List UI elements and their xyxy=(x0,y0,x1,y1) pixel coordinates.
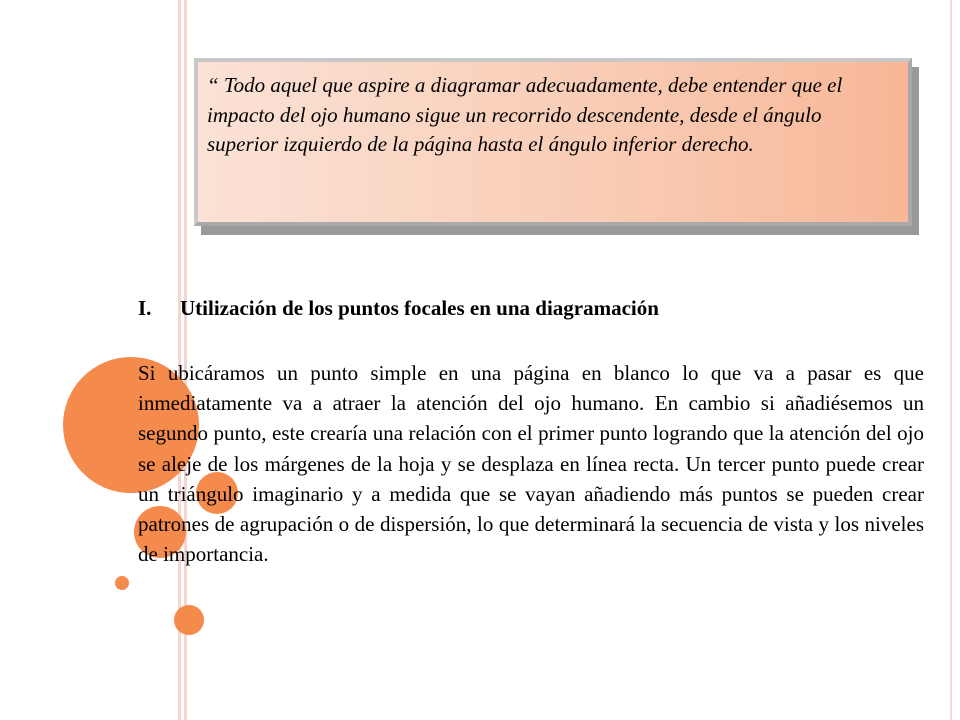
section-heading xyxy=(138,296,918,321)
decorative-circle-tiny xyxy=(115,576,129,590)
decorative-circle-small xyxy=(174,605,204,635)
section-number: I. xyxy=(138,296,152,320)
quote-box xyxy=(194,58,912,226)
section-body: Si ubicáramos un punto simple en una página en blanco lo que va a pasar es que inmediatamente va a atraer la atención del ojo humano. En cambio si añadiésemos un segundo punto, este crearía una relación con el primer punto logrando que la atención del ojo se aleje de los márgenes de la hoja y se desplaza en línea recta. Un tercer punto puede crear un triángulo imaginario y a medida que se vayan añadiendo más puntos se pueden crear patrones de agrupación o de dispersión, lo que determinará la secuencia de vista y los niveles de importancia. xyxy=(138,361,924,567)
section-title: Utilización de los puntos focales en una diagramación xyxy=(180,296,659,320)
decorative-rule-right xyxy=(950,0,952,720)
quote-text: “ Todo aquel que aspire a diagramar adecuadamente, debe entender que el impacto del ojo humano sigue un recorrido descendente, desde el ángulo superior izquierdo de la página hasta el ángulo inferior derecho. xyxy=(207,73,843,156)
